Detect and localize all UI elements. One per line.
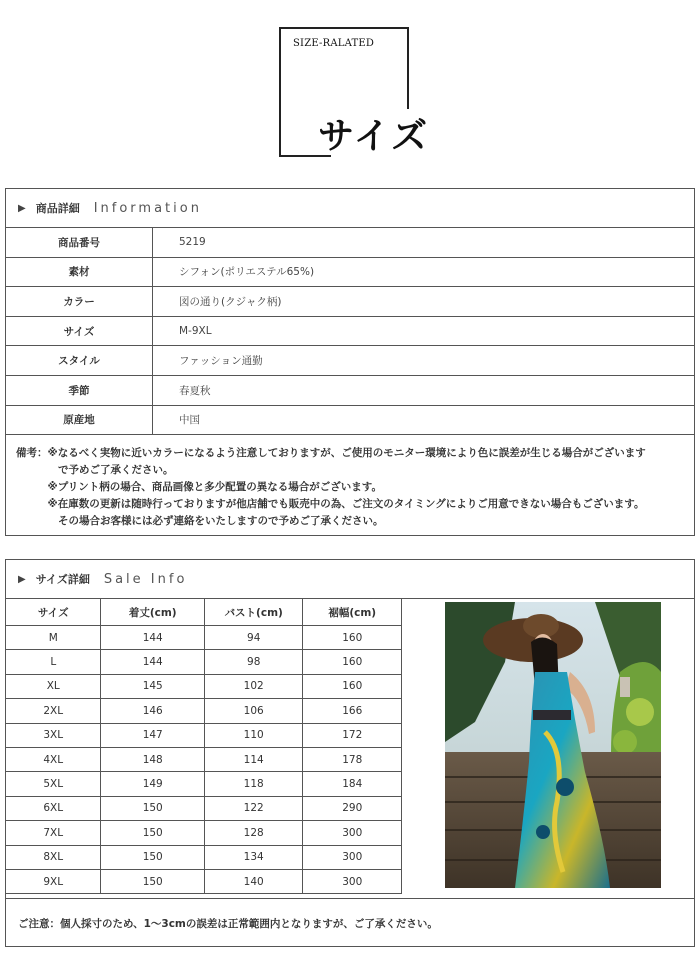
size-panel [5, 559, 695, 947]
info-panel-header [6, 189, 694, 228]
size-cell: 300 [303, 821, 402, 845]
info-value: 春夏秋 [153, 375, 695, 405]
size-cell: 145 [101, 674, 204, 698]
size-cell: 134 [204, 845, 303, 869]
size-cell: 140 [204, 869, 303, 893]
info-value: 中国 [153, 405, 695, 435]
info-row [6, 287, 694, 317]
size-cell: 94 [204, 626, 303, 650]
note-line: 備考：※なるべく実物に近いカラーになるよう注意しておりますが、ご使用のモニター環境により色に誤差が生じる場合がございます [16, 447, 646, 460]
size-cell: 172 [303, 723, 402, 747]
size-cell: 147 [101, 723, 204, 747]
info-key: 商品番号 [6, 228, 153, 257]
info-value: M-9XL [153, 316, 695, 346]
size-cell: 290 [303, 796, 402, 820]
size-cell: 160 [303, 650, 402, 674]
info-key: 原産地 [6, 405, 153, 435]
size-cell: 118 [204, 772, 303, 796]
header-label: SIZE-RALATED [293, 38, 375, 49]
info-row [6, 346, 694, 376]
size-column-header: バスト(cm) [204, 599, 303, 626]
info-row [6, 257, 694, 287]
size-cell: 128 [204, 821, 303, 845]
size-row [6, 747, 402, 771]
size-cell: M [6, 626, 101, 650]
size-cell: 5XL [6, 772, 101, 796]
size-row [6, 845, 402, 869]
size-cell: 149 [101, 772, 204, 796]
info-heading-en: Information [93, 200, 202, 216]
size-cell: 144 [101, 626, 204, 650]
size-column-header: 裾幅(cm) [303, 599, 402, 626]
size-cell: 184 [303, 772, 402, 796]
size-cell: 8XL [6, 845, 101, 869]
info-key: スタイル [6, 346, 153, 376]
info-row [6, 228, 694, 257]
size-cell: 114 [204, 747, 303, 771]
size-row [6, 626, 402, 650]
size-cell: 150 [101, 821, 204, 845]
size-row [6, 674, 402, 698]
info-panel [5, 188, 695, 536]
size-table-header-row [6, 599, 402, 626]
size-cell: 166 [303, 699, 402, 723]
size-cell: 98 [204, 650, 303, 674]
product-photo [445, 602, 661, 888]
size-cell: XL [6, 674, 101, 698]
page-title: サイズ [318, 115, 430, 157]
size-row [6, 650, 402, 674]
size-row [6, 796, 402, 820]
size-column-header: サイズ [6, 599, 101, 626]
size-row [6, 772, 402, 796]
size-cell: 4XL [6, 747, 101, 771]
info-value: 5219 [153, 228, 695, 257]
triangle-right-icon: ▶ [18, 202, 26, 214]
info-table [6, 228, 694, 435]
info-value: ファッション通勤 [153, 346, 695, 376]
note-line: その場合お客様には必ず連絡をいたしますので予めご了承ください。 [16, 515, 384, 528]
info-value: 図の通り(クジャク柄) [153, 287, 695, 317]
size-cell: 148 [101, 747, 204, 771]
info-row [6, 375, 694, 405]
size-cell: 150 [101, 845, 204, 869]
size-row [6, 723, 402, 747]
info-key: カラー [6, 287, 153, 317]
info-key: 素材 [6, 257, 153, 287]
note-line: で予めご了承ください。 [16, 464, 174, 477]
header-box-right-line [407, 27, 409, 109]
size-footnote-divider [6, 898, 694, 899]
size-heading-en: Sale Info [103, 571, 188, 587]
size-cell: 146 [101, 699, 204, 723]
size-row [6, 869, 402, 893]
size-cell: 150 [101, 869, 204, 893]
size-table [6, 598, 402, 894]
size-cell: 102 [204, 674, 303, 698]
size-cell: 110 [204, 723, 303, 747]
size-cell: 144 [101, 650, 204, 674]
note-line: ※プリント柄の場合、商品画像と多少配置の異なる場合がございます。 [16, 481, 382, 494]
size-cell: 3XL [6, 723, 101, 747]
size-column-header: 着丈(cm) [101, 599, 204, 626]
size-cell: 300 [303, 869, 402, 893]
triangle-right-icon: ▶ [18, 573, 26, 585]
size-cell: 300 [303, 845, 402, 869]
size-cell: 122 [204, 796, 303, 820]
size-cell: 2XL [6, 699, 101, 723]
info-heading-jp: 商品詳細 [35, 202, 80, 215]
size-cell: 150 [101, 796, 204, 820]
size-row [6, 699, 402, 723]
info-row [6, 405, 694, 435]
note-line: ※在庫数の更新は随時行っておりますが他店舗でも販売中の為、ご注文のタイミングによりご用意できない場合もございます。 [16, 498, 645, 511]
size-heading-jp: サイズ詳細 [35, 573, 90, 586]
info-notes [6, 435, 694, 538]
size-cell: L [6, 650, 101, 674]
size-cell: 160 [303, 674, 402, 698]
size-cell: 6XL [6, 796, 101, 820]
size-cell: 9XL [6, 869, 101, 893]
size-cell: 7XL [6, 821, 101, 845]
size-panel-header [6, 560, 694, 599]
size-row [6, 821, 402, 845]
size-footnote: ご注意：個人採寸のため、1～3cmの誤差は正常範囲内となりますが、ご了承ください。 [18, 918, 438, 930]
info-value: シフォン(ポリエステル65%) [153, 257, 695, 287]
size-cell: 178 [303, 747, 402, 771]
size-cell: 106 [204, 699, 303, 723]
size-cell: 160 [303, 626, 402, 650]
info-key: サイズ [6, 316, 153, 346]
info-row [6, 316, 694, 346]
info-key: 季節 [6, 375, 153, 405]
